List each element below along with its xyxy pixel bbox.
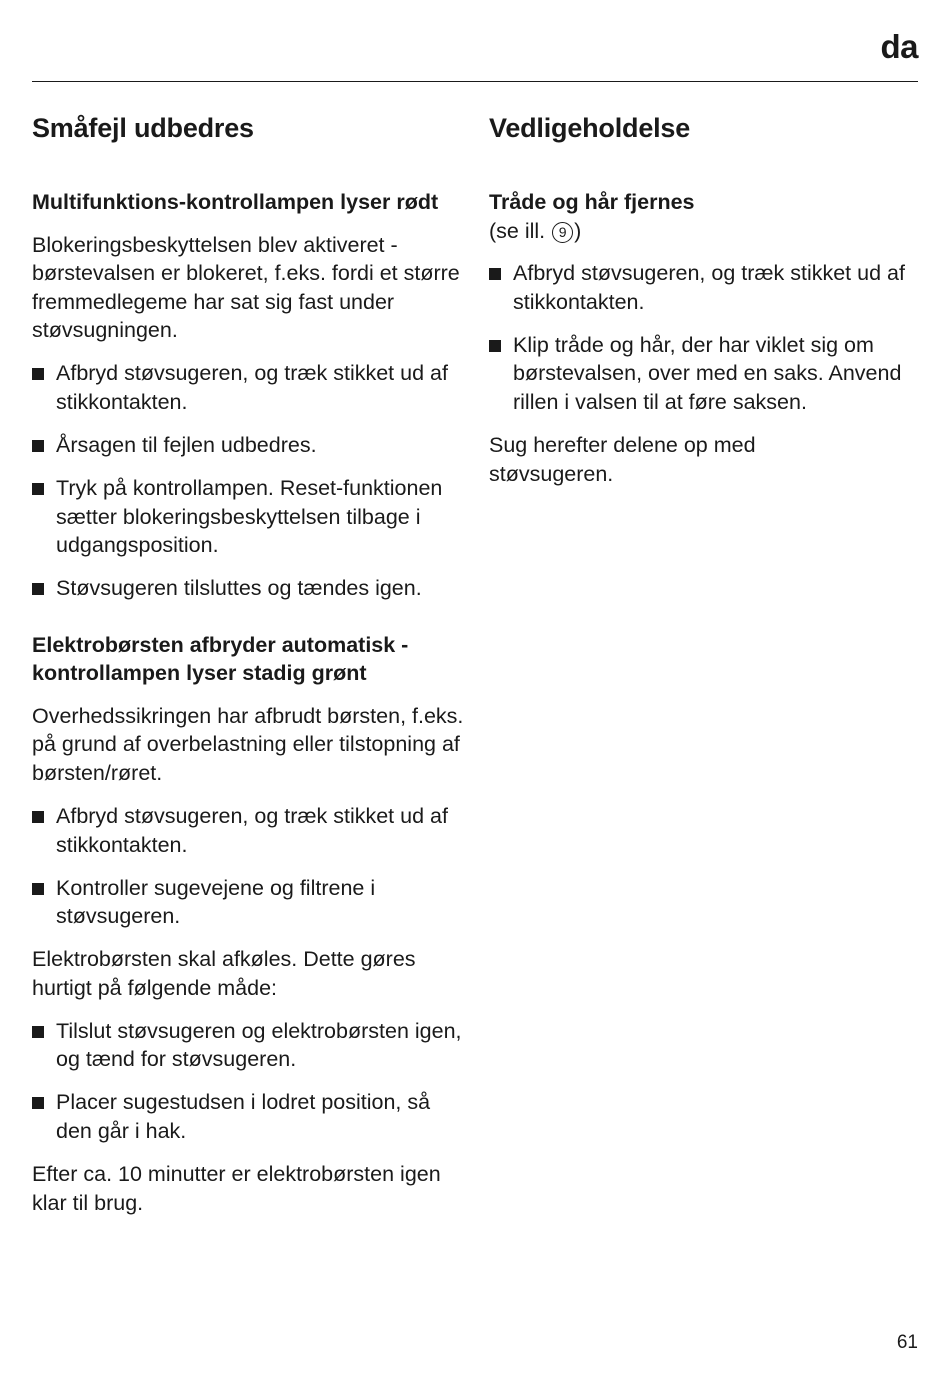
- list-item: Klip tråde og hår, der har viklet sig om børstevalsen, over med en saks. Anvend rillen i valsen til at føre saksen.: [489, 331, 921, 417]
- list-item: Placer sugestudsen i lodret position, så den går i hak.: [32, 1088, 464, 1145]
- subheading-auto-shutoff: Elektrobørsten afbryder automatisk - kontrollampen lyser stadig grønt: [32, 632, 409, 686]
- bullet-square-icon: [489, 340, 501, 352]
- list-item: Tryk på kontrollampen. Reset-funktionen sætter blokeringsbeskyttelsen tilbage i udgangsposition.: [32, 474, 461, 560]
- list-item: Tilslut støvsugeren og elektrobørsten igen, og tænd for støvsugeren.: [32, 1017, 464, 1074]
- bullet-square-icon: [489, 268, 501, 280]
- list-item: Afbryd støvsugeren, og træk stikket ud af stikkontakten.: [489, 259, 921, 316]
- header-rule: [32, 81, 918, 82]
- bullet-square-icon: [32, 1097, 44, 1109]
- bullet-square-icon: [32, 1026, 44, 1038]
- paragraph-cooldown: Elektrobørsten skal afkøles. Dette gøres hurtigt på følgende måde:: [32, 947, 416, 1000]
- section-title-maintenance: Vedligeholdelse: [489, 113, 691, 143]
- page-number: 61: [896, 1332, 918, 1353]
- subheading-remove-threads: Tråde og hår fjernes: [489, 190, 695, 214]
- list-item: Afbryd støvsugeren, og træk stikket ud af stikkontakten.: [32, 802, 464, 859]
- bullet-square-icon: [32, 811, 44, 823]
- paragraph-vacuum-after: Sug herefter delene op med støvsugeren.: [489, 432, 756, 486]
- list-item: Afbryd støvsugeren, og træk stikket ud af stikkontakten.: [32, 359, 464, 416]
- list-item: Støvsugeren tilsluttes og tændes igen.: [32, 574, 446, 603]
- right-column: [489, 106, 921, 488]
- language-code: da: [880, 28, 918, 65]
- step-list-remove-threads: [489, 259, 921, 416]
- bullet-square-icon: [32, 440, 44, 452]
- paragraph-auto-shutoff-intro: Overhedssikringen har afbrudt børsten, f.eks. på grund af overbelastning eller tilstopning af børsten/røret.: [32, 703, 464, 786]
- step-list-red-lamp: [32, 359, 464, 602]
- bullet-square-icon: [32, 883, 44, 895]
- subheading-red-lamp: Multifunktions-kontrollampen lyser rødt: [32, 190, 439, 214]
- left-column: [32, 106, 464, 1217]
- bullet-square-icon: [32, 368, 44, 380]
- step-list-auto-shutoff-b: [32, 1017, 464, 1146]
- paragraph-red-lamp-intro: Blokeringsbeskyttelsen blev aktiveret - børstevalsen er blokeret, f.eks. fordi et større fremmedlegeme har sat sig fast under støvsugningen.: [32, 232, 460, 343]
- bullet-square-icon: [32, 583, 44, 595]
- section-title-troubleshooting: Småfejl udbedres: [32, 113, 254, 143]
- illustration-number-badge: 9: [552, 222, 573, 243]
- step-list-auto-shutoff-a: [32, 802, 464, 931]
- list-item: Årsagen til fejlen udbedres.: [32, 431, 464, 460]
- paragraph-ready-again: Efter ca. 10 minutter er elektrobørsten igen klar til brug.: [32, 1161, 441, 1215]
- list-item: Kontroller sugevejene og filtrene i støvsugeren.: [32, 874, 456, 931]
- bullet-square-icon: [32, 483, 44, 495]
- illustration-reference: (se ill. 9 ): [489, 218, 582, 243]
